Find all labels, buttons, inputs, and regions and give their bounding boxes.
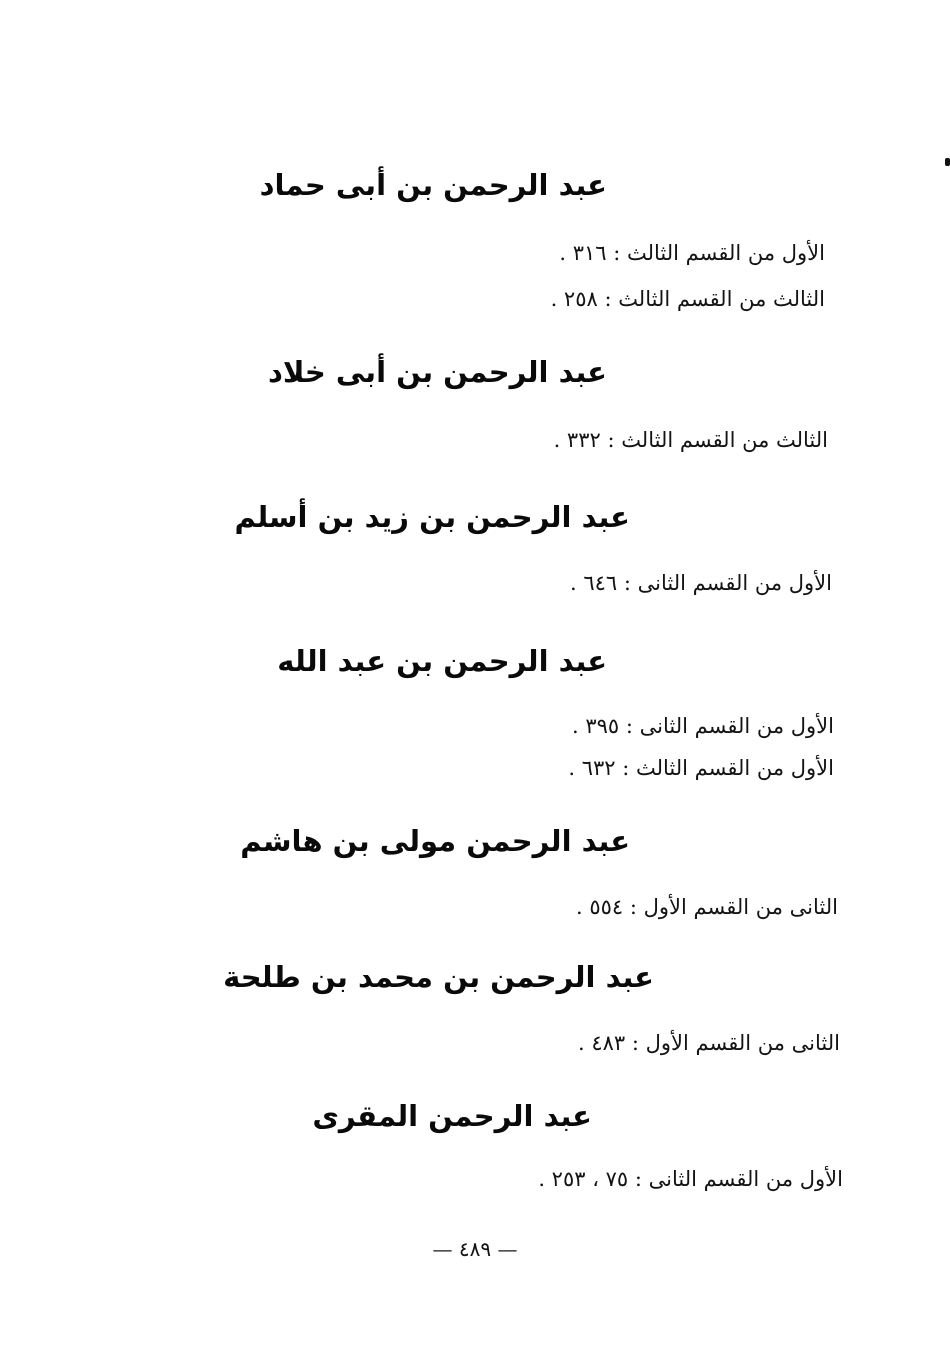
entry-reference: الثانى من القسم الأول : ٥٥٤ . [576,895,838,919]
entry-reference: الثالث من القسم الثالث : ٣٣٢ . [553,428,828,452]
entry-reference: الأول من القسم الثانى : ٧٥ ، ٢٥٣ . [538,1167,843,1191]
entry-reference: الأول من القسم الثانى : ٦٤٦ . [570,571,832,595]
entry-heading: عبد الرحمن بن زيد بن أسلم [234,500,630,534]
entry-heading: عبد الرحمن المقرى [312,1099,592,1133]
entry-heading: عبد الرحمن بن محمد بن طلحة [223,960,654,994]
entry-reference: الأول من القسم الثانى : ٣٩٥ . [572,714,834,738]
scan-mark [945,158,950,166]
entry-heading: عبد الرحمن مولى بن هاشم [240,824,630,858]
page-number: — ٤٨٩ — [432,1237,518,1261]
entry-heading: عبد الرحمن بن عبد الله [277,644,607,678]
entry-reference: الأول من القسم الثالث : ٦٣٢ . [568,756,834,780]
entry-heading: عبد الرحمن بن أبى حماد [259,168,607,202]
entry-reference: الثانى من القسم الأول : ٤٨٣ . [578,1031,840,1055]
entry-heading: عبد الرحمن بن أبى خلاد [267,355,607,389]
entry-reference: الثالث من القسم الثالث : ٢٥٨ . [550,287,825,311]
entry-reference: الأول من القسم الثالث : ٣١٦ . [559,241,825,265]
